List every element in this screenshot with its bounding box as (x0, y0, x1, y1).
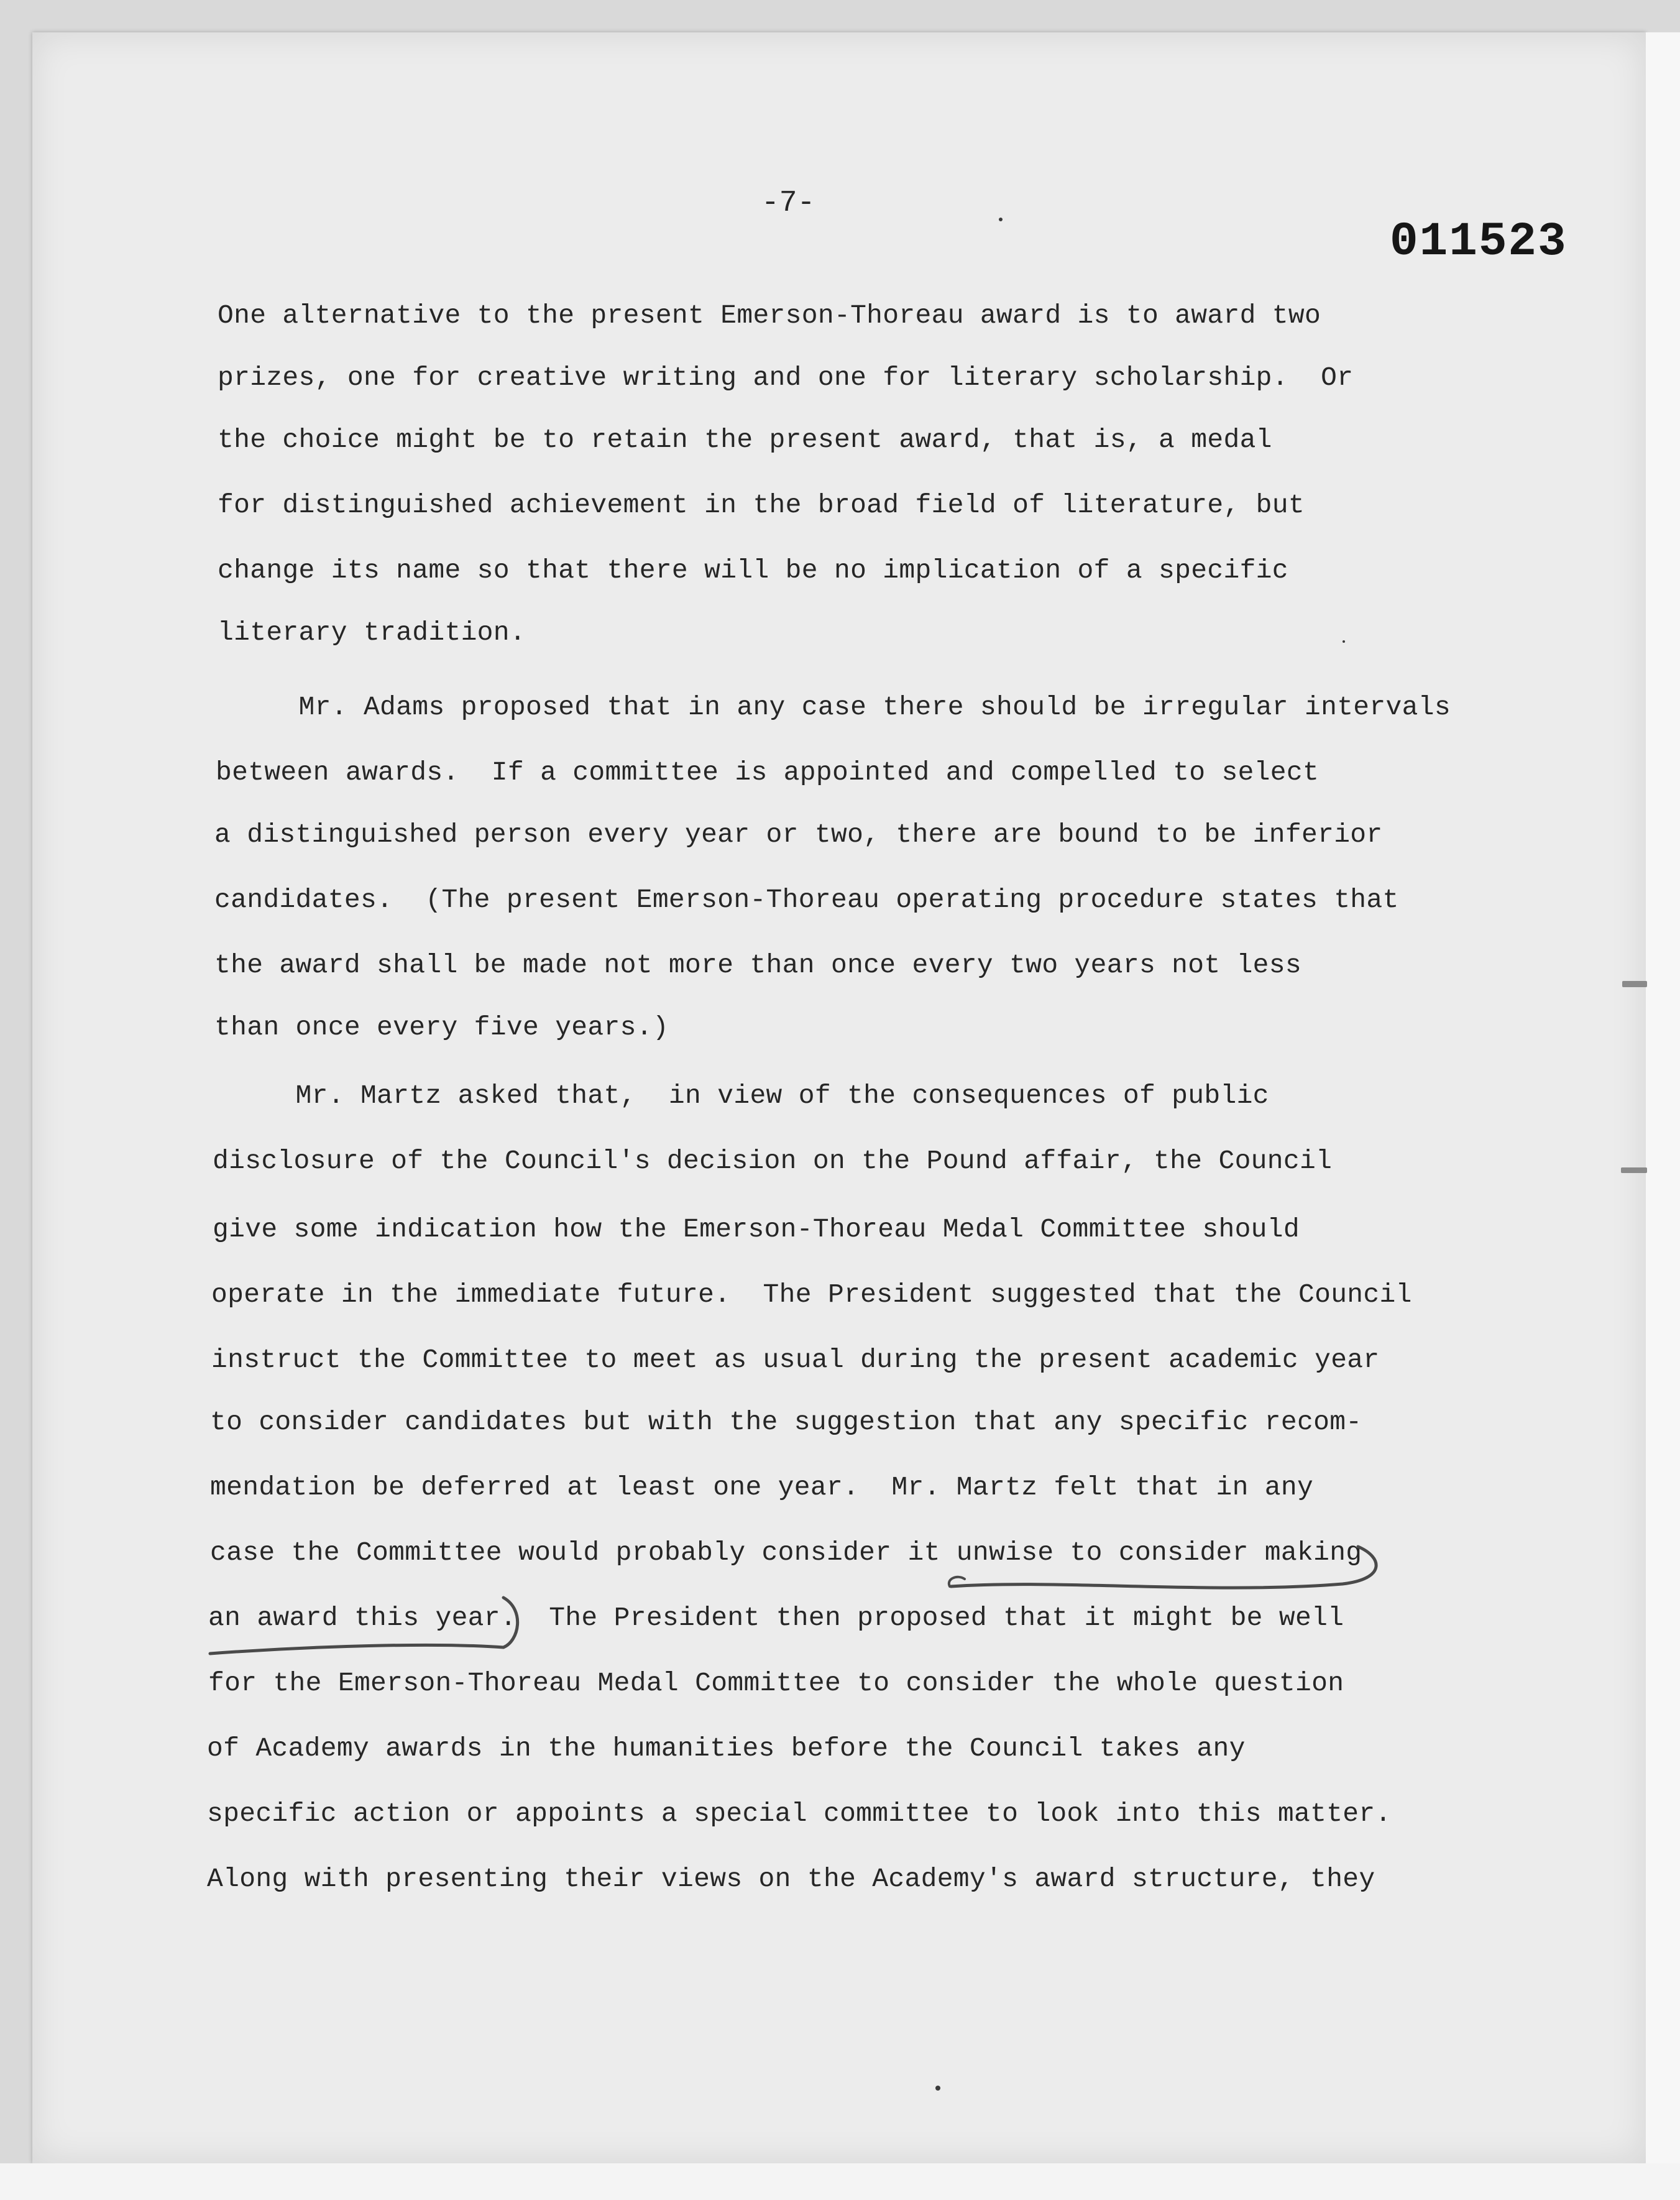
text-line: prizes, one for creative writing and one for literary scholarship. Or (218, 362, 1354, 393)
text-line: a distinguished person every year or two, there are bound to be inferior (214, 819, 1383, 850)
margin-mark-2 (1621, 1167, 1647, 1173)
page-number: -7- (761, 186, 815, 220)
text-line: give some indication how the Emerson-Thoreau Medal Committee should (213, 1214, 1300, 1245)
text-line: literary tradition. (218, 617, 526, 648)
scan-edge-bottom (0, 2163, 1680, 2200)
text-line: Mr. Martz asked that, in view of the consequences of public (214, 1080, 1269, 1111)
text-line: of Academy awards in the humanities before the Council takes any (207, 1733, 1246, 1764)
document-number: 011523 (1390, 215, 1568, 269)
margin-mark-1 (1622, 981, 1647, 987)
text-line: for the Emerson-Thoreau Medal Committee to consider the whole question (208, 1668, 1344, 1698)
text-line: Along with presenting their views on the Academy's award structure, they (207, 1864, 1375, 1894)
text-line: candidates. (The present Emerson-Thoreau operating procedure states that (214, 885, 1399, 915)
speck-bottom (935, 2086, 940, 2091)
speck-top (999, 218, 1003, 221)
text-line: One alternative to the present Emerson-Thoreau award is to award two (218, 300, 1321, 331)
text-line: instruct the Committee to meet as usual during the present academic year (211, 1345, 1380, 1375)
text-line: change its name so that there will be no implication of a specific (218, 555, 1288, 586)
text-line: the choice might be to retain the present award, that is, a medal (218, 425, 1272, 455)
text-line: between awards. If a committee is appointed and compelled to select (216, 757, 1320, 788)
text-line: the award shall be made not more than once every two years not less (214, 950, 1301, 980)
scan-edge-right (1646, 32, 1680, 2200)
text-line: than once every five years.) (214, 1012, 669, 1042)
text-line: disclosure of the Council's decision on the Pound affair, the Council (213, 1146, 1333, 1176)
text-line: Mr. Adams proposed that in any case there should be irregular intervals (218, 692, 1451, 722)
text-line: case the Committee would probably consider it unwise to consider making (210, 1537, 1362, 1568)
text-line: to consider candidates but with the suggestion that any specific recom- (210, 1407, 1362, 1437)
text-line: specific action or appoints a special committee to look into this matter. (207, 1798, 1392, 1829)
speck-right (1343, 640, 1345, 643)
text-line: mendation be deferred at least one year. Mr. Martz felt that in any (210, 1472, 1314, 1503)
text-line: operate in the immediate future. The President suggested that the Council (211, 1279, 1412, 1310)
text-line: for distinguished achievement in the broad field of literature, but (218, 490, 1305, 520)
text-line: an award this year. The President then proposed that it might be well (208, 1603, 1344, 1633)
